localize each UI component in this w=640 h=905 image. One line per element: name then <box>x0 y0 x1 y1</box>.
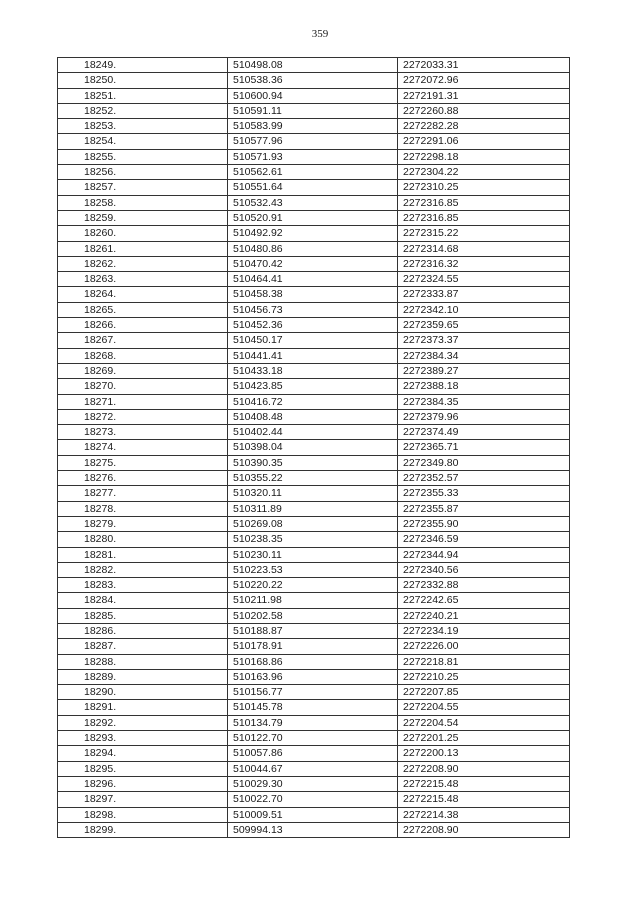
y-coordinate-cell: 2272346.59 <box>398 532 570 547</box>
x-coordinate-cell: 510390.35 <box>228 455 398 470</box>
x-coordinate-cell: 510009.51 <box>228 807 398 822</box>
x-coordinate-cell: 510168.86 <box>228 654 398 669</box>
x-coordinate-cell: 510211.98 <box>228 593 398 608</box>
y-coordinate-cell: 2272352.57 <box>398 471 570 486</box>
table-row <box>58 348 570 363</box>
y-coordinate-cell: 2272333.87 <box>398 287 570 302</box>
point-number-cell: 18258. <box>58 195 228 210</box>
x-coordinate-cell: 510450.17 <box>228 333 398 348</box>
x-coordinate-cell: 510532.43 <box>228 195 398 210</box>
point-number-cell: 18288. <box>58 654 228 669</box>
table-row <box>58 654 570 669</box>
x-coordinate-cell: 510520.91 <box>228 210 398 225</box>
point-number-cell: 18268. <box>58 348 228 363</box>
point-number-cell: 18274. <box>58 440 228 455</box>
x-coordinate-cell: 510458.38 <box>228 287 398 302</box>
point-number-cell: 18282. <box>58 562 228 577</box>
y-coordinate-cell: 2272316.85 <box>398 195 570 210</box>
point-number-cell: 18271. <box>58 394 228 409</box>
table-row <box>58 562 570 577</box>
table-row <box>58 379 570 394</box>
x-coordinate-cell: 510423.85 <box>228 379 398 394</box>
point-number-cell: 18267. <box>58 333 228 348</box>
point-number-cell: 18289. <box>58 669 228 684</box>
x-coordinate-cell: 509994.13 <box>228 822 398 837</box>
point-number-cell: 18273. <box>58 425 228 440</box>
table-row <box>58 272 570 287</box>
table-row <box>58 226 570 241</box>
y-coordinate-cell: 2272316.32 <box>398 256 570 271</box>
y-coordinate-cell: 2272260.88 <box>398 103 570 118</box>
x-coordinate-cell: 510223.53 <box>228 562 398 577</box>
point-number-cell: 18297. <box>58 792 228 807</box>
table-row <box>58 333 570 348</box>
point-number-cell: 18269. <box>58 363 228 378</box>
x-coordinate-cell: 510398.04 <box>228 440 398 455</box>
x-coordinate-cell: 510452.36 <box>228 318 398 333</box>
y-coordinate-cell: 2272234.19 <box>398 623 570 638</box>
point-number-cell: 18286. <box>58 623 228 638</box>
point-number-cell: 18251. <box>58 88 228 103</box>
x-coordinate-cell: 510464.41 <box>228 272 398 287</box>
y-coordinate-cell: 2272204.54 <box>398 715 570 730</box>
x-coordinate-cell: 510238.35 <box>228 532 398 547</box>
table-row <box>58 578 570 593</box>
table-row <box>58 318 570 333</box>
x-coordinate-cell: 510156.77 <box>228 685 398 700</box>
table-row <box>58 363 570 378</box>
table-row <box>58 256 570 271</box>
point-number-cell: 18250. <box>58 73 228 88</box>
point-number-cell: 18255. <box>58 149 228 164</box>
x-coordinate-cell: 510600.94 <box>228 88 398 103</box>
table-row <box>58 287 570 302</box>
table-row <box>58 639 570 654</box>
point-number-cell: 18276. <box>58 471 228 486</box>
point-number-cell: 18270. <box>58 379 228 394</box>
table-row <box>58 425 570 440</box>
table-row <box>58 746 570 761</box>
x-coordinate-cell: 510220.22 <box>228 578 398 593</box>
table-row <box>58 241 570 256</box>
table-row <box>58 685 570 700</box>
x-coordinate-cell: 510269.08 <box>228 516 398 531</box>
table-row <box>58 715 570 730</box>
table-row <box>58 669 570 684</box>
y-coordinate-cell: 2272226.00 <box>398 639 570 654</box>
y-coordinate-cell: 2272242.65 <box>398 593 570 608</box>
point-number-cell: 18279. <box>58 516 228 531</box>
x-coordinate-cell: 510022.70 <box>228 792 398 807</box>
coordinates-table-body <box>58 58 570 838</box>
x-coordinate-cell: 510122.70 <box>228 731 398 746</box>
point-number-cell: 18281. <box>58 547 228 562</box>
x-coordinate-cell: 510562.61 <box>228 165 398 180</box>
x-coordinate-cell: 510402.44 <box>228 425 398 440</box>
table-row <box>58 700 570 715</box>
table-row <box>58 302 570 317</box>
y-coordinate-cell: 2272298.18 <box>398 149 570 164</box>
y-coordinate-cell: 2272218.81 <box>398 654 570 669</box>
y-coordinate-cell: 2272304.22 <box>398 165 570 180</box>
y-coordinate-cell: 2272365.71 <box>398 440 570 455</box>
y-coordinate-cell: 2272340.56 <box>398 562 570 577</box>
point-number-cell: 18263. <box>58 272 228 287</box>
point-number-cell: 18294. <box>58 746 228 761</box>
point-number-cell: 18290. <box>58 685 228 700</box>
table-row <box>58 440 570 455</box>
point-number-cell: 18261. <box>58 241 228 256</box>
point-number-cell: 18283. <box>58 578 228 593</box>
y-coordinate-cell: 2272359.65 <box>398 318 570 333</box>
y-coordinate-cell: 2272210.25 <box>398 669 570 684</box>
table-row <box>58 73 570 88</box>
x-coordinate-cell: 510230.11 <box>228 547 398 562</box>
table-row <box>58 776 570 791</box>
y-coordinate-cell: 2272208.90 <box>398 761 570 776</box>
point-number-cell: 18295. <box>58 761 228 776</box>
x-coordinate-cell: 510029.30 <box>228 776 398 791</box>
y-coordinate-cell: 2272373.37 <box>398 333 570 348</box>
y-coordinate-cell: 2272200.13 <box>398 746 570 761</box>
y-coordinate-cell: 2272240.21 <box>398 608 570 623</box>
point-number-cell: 18277. <box>58 486 228 501</box>
y-coordinate-cell: 2272315.22 <box>398 226 570 241</box>
point-number-cell: 18293. <box>58 731 228 746</box>
y-coordinate-cell: 2272389.27 <box>398 363 570 378</box>
table-row <box>58 88 570 103</box>
y-coordinate-cell: 2272204.55 <box>398 700 570 715</box>
table-row <box>58 501 570 516</box>
x-coordinate-cell: 510538.36 <box>228 73 398 88</box>
table-row <box>58 210 570 225</box>
table-row <box>58 58 570 73</box>
table-row <box>58 165 570 180</box>
table-row <box>58 532 570 547</box>
x-coordinate-cell: 510145.78 <box>228 700 398 715</box>
point-number-cell: 18266. <box>58 318 228 333</box>
y-coordinate-cell: 2272355.90 <box>398 516 570 531</box>
y-coordinate-cell: 2272332.88 <box>398 578 570 593</box>
table-row <box>58 149 570 164</box>
table-row <box>58 195 570 210</box>
point-number-cell: 18249. <box>58 58 228 73</box>
y-coordinate-cell: 2272342.10 <box>398 302 570 317</box>
y-coordinate-cell: 2272314.68 <box>398 241 570 256</box>
point-number-cell: 18280. <box>58 532 228 547</box>
table-row <box>58 486 570 501</box>
point-number-cell: 18284. <box>58 593 228 608</box>
x-coordinate-cell: 510470.42 <box>228 256 398 271</box>
table-row <box>58 394 570 409</box>
x-coordinate-cell: 510480.86 <box>228 241 398 256</box>
point-number-cell: 18275. <box>58 455 228 470</box>
table-row <box>58 103 570 118</box>
point-number-cell: 18287. <box>58 639 228 654</box>
x-coordinate-cell: 510492.92 <box>228 226 398 241</box>
x-coordinate-cell: 510134.79 <box>228 715 398 730</box>
point-number-cell: 18259. <box>58 210 228 225</box>
y-coordinate-cell: 2272214.38 <box>398 807 570 822</box>
y-coordinate-cell: 2272324.55 <box>398 272 570 287</box>
point-number-cell: 18285. <box>58 608 228 623</box>
x-coordinate-cell: 510551.64 <box>228 180 398 195</box>
y-coordinate-cell: 2272384.34 <box>398 348 570 363</box>
y-coordinate-cell: 2272349.80 <box>398 455 570 470</box>
point-number-cell: 18260. <box>58 226 228 241</box>
y-coordinate-cell: 2272072.96 <box>398 73 570 88</box>
x-coordinate-cell: 510577.96 <box>228 134 398 149</box>
point-number-cell: 18265. <box>58 302 228 317</box>
table-row <box>58 731 570 746</box>
point-number-cell: 18257. <box>58 180 228 195</box>
point-number-cell: 18262. <box>58 256 228 271</box>
y-coordinate-cell: 2272355.87 <box>398 501 570 516</box>
y-coordinate-cell: 2272374.49 <box>398 425 570 440</box>
point-number-cell: 18291. <box>58 700 228 715</box>
x-coordinate-cell: 510433.18 <box>228 363 398 378</box>
y-coordinate-cell: 2272215.48 <box>398 792 570 807</box>
y-coordinate-cell: 2272379.96 <box>398 409 570 424</box>
y-coordinate-cell: 2272344.94 <box>398 547 570 562</box>
x-coordinate-cell: 510188.87 <box>228 623 398 638</box>
y-coordinate-cell: 2272208.90 <box>398 822 570 837</box>
point-number-cell: 18298. <box>58 807 228 822</box>
point-number-cell: 18254. <box>58 134 228 149</box>
table-row <box>58 608 570 623</box>
page-number: 359 <box>311 28 329 40</box>
table-row <box>58 822 570 837</box>
x-coordinate-cell: 510571.93 <box>228 149 398 164</box>
point-number-cell: 18299. <box>58 822 228 837</box>
table-row <box>58 593 570 608</box>
x-coordinate-cell: 510583.99 <box>228 119 398 134</box>
table-row <box>58 516 570 531</box>
x-coordinate-cell: 510591.11 <box>228 103 398 118</box>
x-coordinate-cell: 510441.41 <box>228 348 398 363</box>
y-coordinate-cell: 2272282.28 <box>398 119 570 134</box>
table-row <box>58 134 570 149</box>
x-coordinate-cell: 510408.48 <box>228 409 398 424</box>
x-coordinate-cell: 510202.58 <box>228 608 398 623</box>
x-coordinate-cell: 510178.91 <box>228 639 398 654</box>
point-number-cell: 18256. <box>58 165 228 180</box>
coordinates-table <box>57 57 570 838</box>
x-coordinate-cell: 510044.67 <box>228 761 398 776</box>
y-coordinate-cell: 2272316.85 <box>398 210 570 225</box>
point-number-cell: 18296. <box>58 776 228 791</box>
table-row <box>58 623 570 638</box>
x-coordinate-cell: 510498.08 <box>228 58 398 73</box>
table-row <box>58 119 570 134</box>
point-number-cell: 18253. <box>58 119 228 134</box>
table-row <box>58 180 570 195</box>
y-coordinate-cell: 2272191.31 <box>398 88 570 103</box>
x-coordinate-cell: 510456.73 <box>228 302 398 317</box>
x-coordinate-cell: 510416.72 <box>228 394 398 409</box>
y-coordinate-cell: 2272310.25 <box>398 180 570 195</box>
point-number-cell: 18292. <box>58 715 228 730</box>
y-coordinate-cell: 2272207.85 <box>398 685 570 700</box>
y-coordinate-cell: 2272215.48 <box>398 776 570 791</box>
table-row <box>58 455 570 470</box>
table-row <box>58 547 570 562</box>
y-coordinate-cell: 2272384.35 <box>398 394 570 409</box>
point-number-cell: 18272. <box>58 409 228 424</box>
point-number-cell: 18278. <box>58 501 228 516</box>
point-number-cell: 18264. <box>58 287 228 302</box>
y-coordinate-cell: 2272388.18 <box>398 379 570 394</box>
x-coordinate-cell: 510311.89 <box>228 501 398 516</box>
x-coordinate-cell: 510057.86 <box>228 746 398 761</box>
table-row <box>58 471 570 486</box>
table-row <box>58 761 570 776</box>
y-coordinate-cell: 2272033.31 <box>398 58 570 73</box>
table-row <box>58 792 570 807</box>
y-coordinate-cell: 2272201.25 <box>398 731 570 746</box>
y-coordinate-cell: 2272291.06 <box>398 134 570 149</box>
x-coordinate-cell: 510355.22 <box>228 471 398 486</box>
table-row <box>58 807 570 822</box>
x-coordinate-cell: 510320.11 <box>228 486 398 501</box>
y-coordinate-cell: 2272355.33 <box>398 486 570 501</box>
table-row <box>58 409 570 424</box>
point-number-cell: 18252. <box>58 103 228 118</box>
x-coordinate-cell: 510163.96 <box>228 669 398 684</box>
